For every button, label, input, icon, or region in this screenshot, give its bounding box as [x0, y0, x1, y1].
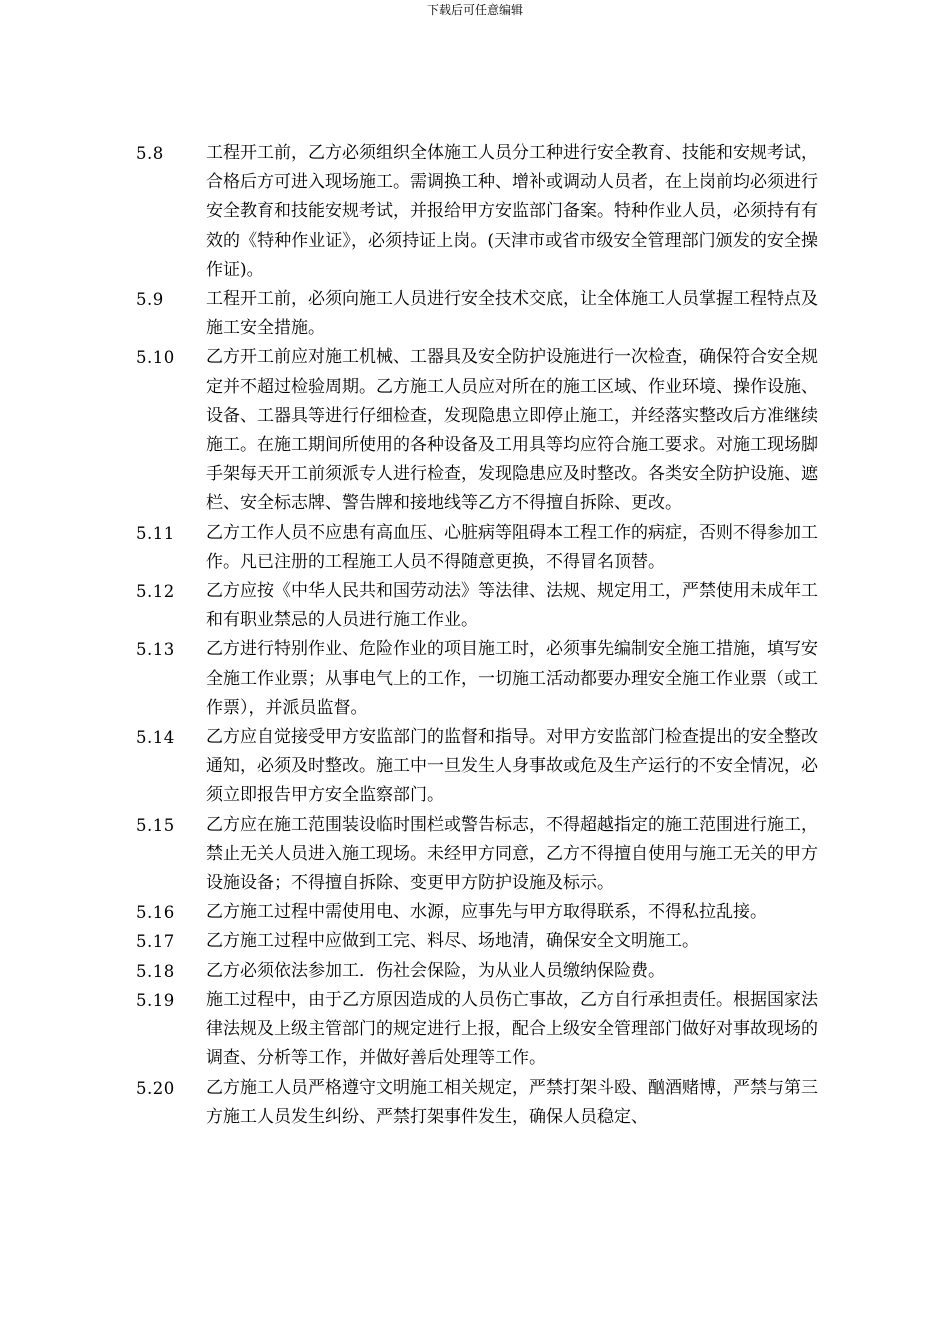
- clause-text: 乙方施工人员严格遵守文明施工相关规定，严禁打架斗殴、酗酒赌博，严禁与第三方施工人员发生纠纷、严禁打架事件发生，确保人员稳定、: [206, 1077, 818, 1127]
- clause-5-14: [136, 723, 818, 811]
- clause-text: 乙方开工前应对施工机械、工器具及安全防护设施进行一次检查，确保符合安全规定并不超过检验周期。乙方施工人员应对所在的施工区域、作业环境、操作设施、设备、工器具等进行仔细检查，发现隐患立即停止施工，并经落实整改后方准继续施工。在施工期间所使用的各种设备及工用具等均应符合施工要求。对施工现场脚手架每天开工前须派专人进行检查，发现隐患应及时整改。各类安全防护设施、遮栏、安全标志牌、警告牌和接地线等乙方不得擅自拆除、更改。: [206, 347, 818, 514]
- clause-5-15: [136, 811, 818, 899]
- page-header: 下载后可任意编辑: [426, 3, 523, 17]
- clause-5-8: [136, 139, 818, 285]
- clause-5-10: [136, 343, 818, 518]
- clause-text: 工程开工前，乙方必须组织全体施工人员分工种进行安全教育、技能和安规考试，合格后方可进入现场施工。需调换工种、增补或调动人员者，在上岗前均必须进行安全教育和技能安规考试，并报给甲方安监部门备案。特种作业人员，必须持有有效的《特种作业证》，必须持证上岗。(天津市或省市级安全管理部门颁发的安全操作证)。: [206, 143, 818, 280]
- clause-5-12: [136, 577, 818, 635]
- clause-number: 5.12: [136, 582, 175, 602]
- clause-5-11: [136, 519, 818, 577]
- clause-number: 5.20: [136, 1078, 175, 1098]
- clause-text: 乙方进行特别作业、危险作业的项目施工时，必须事先编制安全施工措施，填写安全施工作业票；从事电气上的工作，一切施工活动都要办理安全施工作业票（或工作票），并派员监督。: [206, 639, 818, 718]
- clause-number: 5.17: [136, 932, 175, 952]
- clause-text: 乙方施工过程中需使用电、水源，应事先与甲方取得联系，不得私拉乱接。: [206, 902, 767, 923]
- clause-number: 5.8: [136, 144, 164, 163]
- clause-5-13: [136, 635, 818, 723]
- clause-number: 5.10: [136, 348, 175, 368]
- clause-text: 施工过程中，由于乙方原因造成的人员伤亡事故，乙方自行承担责任。根据国家法律法规及上级主管部门的规定进行上报，配合上级安全管理部门做好对事故现场的调查、分析等工作，并做好善后处理等工作。: [206, 989, 818, 1069]
- clause-5-9: [136, 285, 818, 343]
- clause-text: 乙方工作人员不应患有高血压、心脏病等阻碍本工程工作的病症，否则不得参加工作。凡已注册的工程施工人员不得随意更换，不得冒名顶替。: [206, 522, 818, 572]
- clause-text: 乙方应自觉接受甲方安监部门的监督和指导。对甲方安监部门检查提出的安全整改通知，必须及时整改。施工中一旦发生人身事故或危及生产运行的不安全情况，必须立即报告甲方安全监察部门。: [206, 727, 818, 806]
- clause-5-19: [136, 986, 818, 1074]
- clause-5-16: [136, 898, 818, 927]
- clause-text: 乙方应按《中华人民共和国劳动法》等法律、法规、规定用工，严禁使用未成年工和有职业禁忌的人员进行施工作业。: [206, 581, 818, 631]
- clause-number: 5.11: [136, 523, 175, 543]
- clause-number: 5.18: [136, 961, 175, 981]
- clause-number: 5.9: [136, 290, 164, 310]
- clause-5-20: [136, 1074, 818, 1132]
- document-body: [136, 139, 818, 1132]
- clause-number: 5.13: [136, 640, 175, 660]
- clause-number: 5.19: [136, 990, 175, 1010]
- clause-5-17: [136, 927, 818, 956]
- clause-text: 乙方应在施工范围装设临时围栏或警告标志，不得超越指定的施工范围进行施工，禁止无关人员进入施工现场。未经甲方同意，乙方不得擅自使用与施工无关的甲方设施设备；不得擅自拆除、变更甲方防护设施及标示。: [206, 814, 818, 894]
- clause-number: 5.16: [136, 903, 175, 923]
- clause-5-18: [136, 957, 818, 986]
- clause-number: 5.15: [136, 815, 175, 835]
- clause-text: 乙方施工过程中应做到工完、料尽、场地清，确保安全文明施工。: [206, 931, 699, 952]
- clause-text: 乙方必须依法参加工．伤社会保险，为从业人员缴纳保险费。: [206, 960, 665, 981]
- clause-number: 5.14: [136, 728, 175, 748]
- clause-text: 工程开工前，必须向施工人员进行安全技术交底，让全体施工人员掌握工程特点及施工安全措施。: [206, 289, 818, 339]
